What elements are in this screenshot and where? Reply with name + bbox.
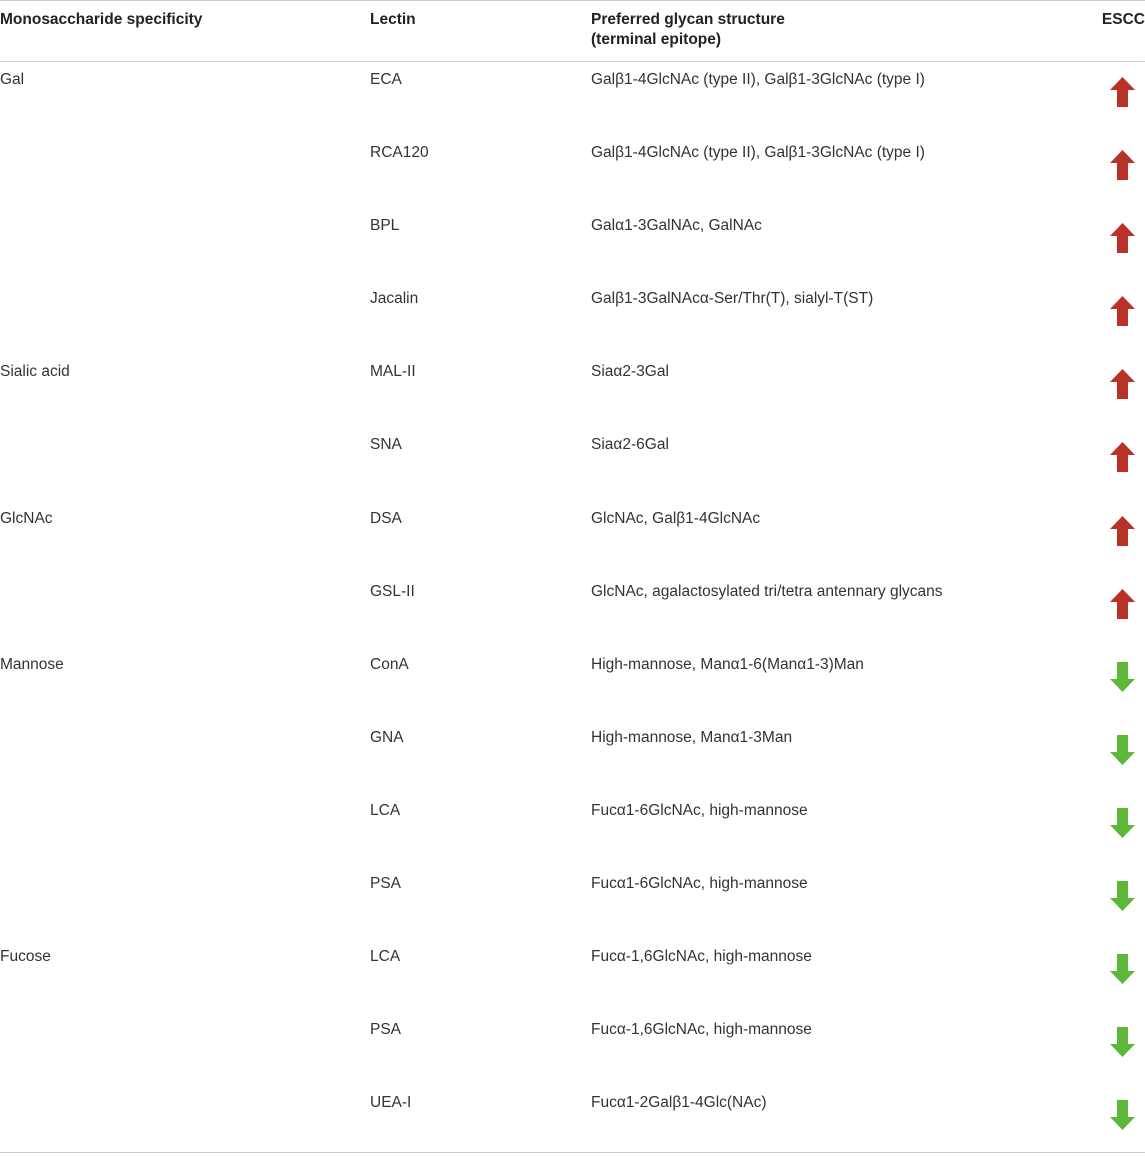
cell-monosaccharide: GlcNAc — [0, 509, 53, 527]
table-bottom-rule — [0, 1152, 1145, 1153]
cell-glycan-structure: GlcNAc, agalactosylated tri/tetra antennary glycans — [591, 582, 943, 600]
cell-glycan-structure: High-mannose, Manα1-6(Manα1-3)Man — [591, 655, 864, 673]
cell-glycan-structure: Galβ1-3GalNAcα-Ser/Thr(T), sialyl-T(ST) — [591, 290, 874, 308]
cell-monosaccharide: Sialic acid — [0, 363, 70, 381]
cell-lectin: ConA — [370, 655, 409, 673]
cell-lectin: UEA-I — [370, 1094, 412, 1112]
cell-glycan-structure: GlcNAc, Galβ1-4GlcNAc — [591, 509, 761, 527]
header-preferred-glycan-structure — [591, 10, 785, 50]
header-monosaccharide-specificity: Monosaccharide specificity — [0, 11, 203, 28]
cell-glycan-structure: Fucα1-6GlcNAc, high-mannose — [591, 875, 808, 893]
table-row — [0, 938, 1145, 1011]
cell-lectin: GNA — [370, 728, 404, 746]
table-row — [0, 134, 1145, 207]
cell-glycan-structure: Siaα2-3Gal — [591, 363, 669, 381]
cell-lectin: ECA — [370, 71, 402, 88]
cell-lectin: BPL — [370, 217, 400, 235]
arrow-up-icon — [1110, 516, 1135, 546]
cell-glycan-structure: Galβ1-4GlcNAc (type II), Galβ1-3GlcNAc (type I) — [591, 71, 925, 88]
table-row — [0, 61, 1145, 134]
cell-lectin: DSA — [370, 509, 402, 527]
arrow-up-icon — [1110, 77, 1135, 107]
arrow-up-icon — [1110, 150, 1135, 180]
arrow-up-icon — [1110, 369, 1135, 399]
arrow-up-icon — [1110, 442, 1135, 472]
cell-lectin: PSA — [370, 875, 402, 893]
arrow-up-icon — [1110, 223, 1135, 253]
table-row — [0, 719, 1145, 792]
table-header — [0, 0, 1145, 61]
arrow-down-icon — [1110, 954, 1135, 984]
table-row — [0, 792, 1145, 865]
arrow-down-icon — [1110, 735, 1135, 765]
cell-lectin: RCA120 — [370, 144, 429, 162]
cell-monosaccharide: Mannose — [0, 655, 64, 673]
cell-glycan-structure: Siaα2-6Gal — [591, 436, 669, 454]
cell-lectin: GSL-II — [370, 582, 415, 600]
header-glycan-line2: (terminal epitope) — [591, 31, 722, 48]
arrow-up-icon — [1110, 296, 1135, 326]
cell-glycan-structure: Fucα1-6GlcNAc, high-mannose — [591, 801, 808, 819]
table-row — [0, 353, 1145, 426]
header-lectin: Lectin — [370, 11, 416, 28]
table-row — [0, 207, 1145, 280]
cell-lectin: LCA — [370, 948, 401, 966]
table-body — [0, 61, 1145, 1157]
header-glycan-line1: Preferred glycan structure — [591, 11, 785, 28]
arrow-down-icon — [1110, 1027, 1135, 1057]
cell-glycan-structure: Fucα-1,6GlcNAc, high-mannose — [591, 948, 812, 966]
cell-lectin: MAL-II — [370, 363, 416, 381]
table-row — [0, 646, 1145, 719]
arrow-down-icon — [1110, 662, 1135, 692]
arrow-up-icon — [1110, 589, 1135, 619]
cell-lectin: SNA — [370, 436, 402, 454]
table-row — [0, 1084, 1145, 1157]
cell-glycan-structure: Galβ1-4GlcNAc (type II), Galβ1-3GlcNAc (type I) — [591, 144, 925, 162]
cell-glycan-structure: High-mannose, Manα1-3Man — [591, 728, 793, 746]
cell-lectin: PSA — [370, 1021, 402, 1039]
cell-monosaccharide: Fucose — [0, 948, 51, 966]
table-row — [0, 426, 1145, 499]
cell-lectin: Jacalin — [370, 290, 419, 308]
cell-glycan-structure: Galα1-3GalNAc, GalNAc — [591, 217, 762, 235]
arrow-down-icon — [1110, 1100, 1135, 1130]
table-row — [0, 865, 1145, 938]
table-row — [0, 1011, 1145, 1084]
table-row — [0, 500, 1145, 573]
arrow-down-icon — [1110, 808, 1135, 838]
table-row — [0, 573, 1145, 646]
cell-monosaccharide: Gal — [0, 71, 25, 88]
arrow-down-icon — [1110, 881, 1135, 911]
cell-lectin: LCA — [370, 801, 401, 819]
header-escc: ESCC — [1101, 11, 1145, 28]
cell-glycan-structure: Fucα-1,6GlcNAc, high-mannose — [591, 1021, 812, 1039]
cell-glycan-structure: Fucα1-2Galβ1-4Glc(NAc) — [591, 1094, 767, 1112]
table-row — [0, 280, 1145, 353]
